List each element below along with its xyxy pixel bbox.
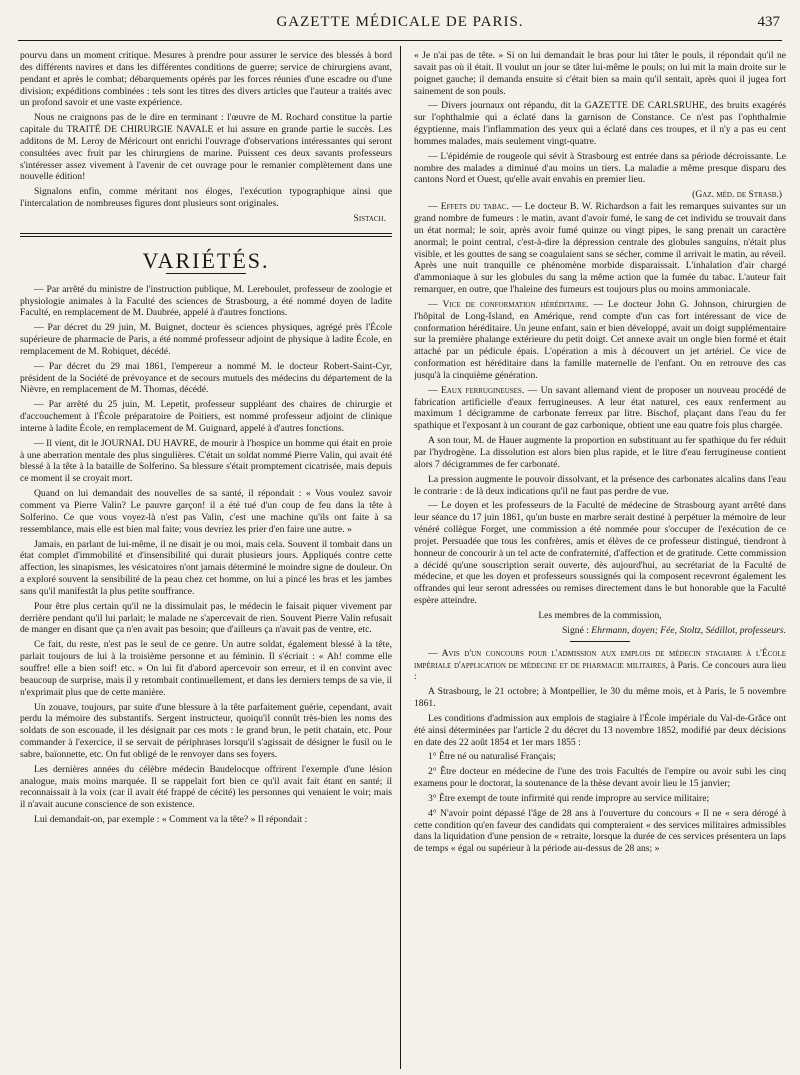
condition-item: 2° Être docteur en médecine de l'une des trois Facultés de l'empire ou avoir subi les cinq examens pour le doctorat, la soutenance de la thèse devant avoir lieu le 15 janvier; xyxy=(414,766,786,790)
article-heading: Eaux ferrugineuses. xyxy=(441,384,525,396)
news-paragraph: — Par arrêté du ministre de l'instruction publique, M. Lereboulet, professeur de zoologie et physiologie animales à la Faculté des sciences de Strasbourg, a été nommé doyen de ladite Faculté, en remplacement de M. Daubrée, appelé à d'autres fonctions. xyxy=(20,283,392,319)
news-paragraph: Les dernières années du célèbre médecin Baudelocque offrirent l'exemple d'une lésion analogue, mais moins marquée. Il se rappelait fort bien ce qu'il avait fait étant en santé; il reconnaissait à la voix (car il avait été frappé de cécité) les personnes qui venaient le voir; mais il n'avait aucune conscience de son existence. xyxy=(20,763,392,811)
news-paragraph: — Par arrêté du 25 juin, M. Lepetit, professeur suppléant des chaires de chirurgie et d'accouchement à l'École préparatoire de Poitiers, est nommé professeur adjoint de clinique interne à ladite École, en remplacement de M. Guignard, appelé à d'autres fonctions. xyxy=(20,399,392,434)
avis-heading xyxy=(414,648,786,684)
review-paragraph: Signalons enfin, comme méritant nos éloges, l'exécution typographique ainsi que l'intercalation de nombreuses figures dont plusieurs sont originales. xyxy=(20,186,392,210)
news-paragraph: — L'épidémie de rougeole qui sévit à Strasbourg est entrée dans sa période décroissante. Le nombre des malades a diminué d'au moins un tiers. La maladie a même presque disparu des cantons Nord et Ouest, qu'elle avait envahis en premier lieu. xyxy=(414,150,786,186)
news-paragraph: — Le doyen et les professeurs de la Faculté de médecine de Strasbourg ayant arrêté dans leur séance du 17 juin 1861, qu'un buste en marbre serait destiné à perpétuer la mémoire de leur vénéré collègue Forget, une commission a été nommée pour s'occuper de l'exécution de ce projet. Persuadée que tous les confrères, amis et élèves de ce professeur distingué, tiendront à honneur de concourir à un tel acte de confraternité, d'affection et de gratitude. Cette commission a décidé qu'une souscription serait ouverte, dès aujourd'hui, au secrétariat de la Faculté de médecine, et que les doyen et professeurs soussignés qui la composent recevront également les offrandes qui leur seront adressées ou remises directement dans le but honorable que la Faculté espère atteindre. xyxy=(414,500,786,607)
avis-title: — Avis d'un concours pour l'admission aux emplois de médecin stagiaire à l'École impériale d'application de médecine et de pharmacie militaires, xyxy=(414,647,786,671)
news-paragraph: La pression augmente le pouvoir dissolvant, et la présence des carbonates alcalins dans l'eau le contrarie : de là deux indications qu'il ne faut pas perdre de vue. xyxy=(414,473,786,497)
section-divider xyxy=(20,233,392,237)
signed-label: Signé : xyxy=(561,624,592,636)
page-header xyxy=(18,14,782,41)
news-paragraph-vice: — Vice de conformation héréditaire. — Le docteur John G. Johnson, chirurgien de l'hôpital de Long-Island, en Amérique, rend compte d'un cas fort intéressant de vice de conformation héréditaire. Un jeune enfant, sain et bien développé, avait un doigt supplémentaire sur la première phalange extérieure du petit doigt. Cet annexe avait un ongle bien formé et était attaché par un pédicule épais. L'opération a mis à découvert un jet artériel. Ce vice de conformation est héréditaire dans la famille maternelle de l'enfant. On en retrouve des cas jusqu'à la cinquième génération. xyxy=(414,298,786,381)
commission-line: Les membres de la commission, xyxy=(538,609,662,621)
article-heading: Effets du tabac. xyxy=(440,201,509,213)
news-paragraph: A Strasbourg, le 21 octobre; à Montpellier, le 30 du même mois, et à Paris, le 5 novembre 1861. xyxy=(414,686,786,710)
news-paragraph: A son tour, M. de Hauer augmente la proportion en substituant au fer spathique du fer réduit par l'hydrogène. La dissolution est alors bien plus rapide, et le litre d'eau ferrugineuse contient alors 7 décigrammes de fer carbonaté. xyxy=(414,435,786,470)
news-paragraph: — Par décret du 29 juin, M. Buignet, docteur ès sciences physiques, agrégé près l'École supérieure de pharmacie de Paris, a été nommé professeur adjoint de physique à ladite École, en remplacement de M. Robiquet, décédé. xyxy=(20,322,392,357)
signatories xyxy=(414,625,786,637)
condition-item: 4° N'avoir point dépassé l'âge de 28 ans à l'ouverture du concours « Il ne « sera dérogé à cette condition qu'en faveur des candidats qui compteraient « des services militaires admissibles dans la liquidation d'une pension de « retraite, lorsque la durée de ces services présentera un laps de temps « égal ou supérieur à la période au-dessus de 28 ans; » xyxy=(414,807,786,855)
condition-item: 1° Être né ou naturalisé Français; xyxy=(428,751,556,763)
review-paragraph: pourvu dans un moment critique. Mesures à prendre pour assurer le service des blessés à bord des différents navires et dans les différentes conditions de guerre; service de chirurgiens avant, pendant et après le combat; débarquements opérés par les forces réunies d'une escadre ou d'une division; expéditions combinées : tels sont les titres des divers articles que l'auteur a traités avec un profond savoir et une vaste expérience. xyxy=(20,50,392,109)
news-paragraph: Lui demandait-on, par exemple : « Comment va la tête? » Il répondait : xyxy=(34,814,308,826)
source-citation: (Gaz. méd. de Strasb.) xyxy=(692,189,782,201)
news-paragraph: Ce fait, du reste, n'est pas le seul de ce genre. Un autre soldat, également blessé à la tête, parlait toujours de lui à la troisième personne et au féminin. Il s'écriait : « Ah! comme elle souffre! elle a bien soif! etc. » On lui fit d'abord apercevoir son erreur, et il en convint avec beaucoup de surprise, mais il y retombait continuellement, et dans les derniers temps de sa vie, il n'exprimait plus que de cette manière. xyxy=(20,639,392,698)
news-paragraph-eaux: — Eaux ferrugineuses. — Un savant allemand vient de proposer un nouveau procédé de fabrication artificielle d'eaux ferrugineuses. A leur état naturel, ces eaux renferment au maximum 1 décigramme de carbonate ferreux par litre. Bischof, plaçant dans l'eau du fer spathique et l'exposant à un courant de gaz carbonique, obtient une eau quatre fois plus chargée. xyxy=(414,384,786,432)
page-number: 437 xyxy=(757,14,780,30)
article-text: — Un savant allemand vient de proposer un nouveau procédé de fabrication artificielle d'eaux ferrugineuses. A leur état naturel, ces eaux renferment au maximum 1 décigramme de carbonate ferreux par litre. Bischof, plaçant dans l'eau du fer spathique et l'exposant à un courant de gaz carbonique, obtient une eau quatre fois plus chargée. xyxy=(414,384,786,432)
section-divider xyxy=(570,641,630,642)
news-paragraph-tabac: — Effets du tabac. — Le docteur B. W. Richardson a fait les remarques suivantes sur un grand nombre de fumeurs : le matin, avant d'avoir fumé, le sang de cet individu se trouvait dans un état normal; le soir, après avoir fumé quinze ou vingt pipes, le sang prenait un caractère anormal; le point central, c'est-à-dire la dépression centrale des globules sanguins, n'était plus visible, et les gouttes de sang se coagulaient sans se sécher, comme il arrivait le matin, au réveil. Après une nuit tranquille ce phénomène morbide disparaissait. L'inhalation d'air chargé d'ammoniaque à sur les globules du sang la même action que la fumée du tabac. L'auteur fait remarquer, en outre, que l'haleine des fumeurs est toujours plus ou moins ammoniacale. xyxy=(414,201,786,296)
right-column xyxy=(414,50,786,1070)
review-paragraph: Nous ne craignons pas de le dire en terminant : l'œuvre de M. Rochard constitue la partie capitale du TRAITÉ DE CHIRURGIE NAVALE et lui assure en grande partie le succès. Les additons de M. Leroy de Méricourt ont enrichi l'ouvrage d'observations intéressantes qui seront consultées avec fruit par les chirurgiens de marine. Puissent ces deux savants professeurs s'intéresser assez vivement à l'avenir de cet ouvrage pour le remanier complètement dans une nouvelle édition! xyxy=(20,112,392,183)
news-paragraph: Pour être plus certain qu'il ne la dissimulait pas, le médecin le faisait piquer vivement par derrière pendant qu'il lui parlait; le malade ne s'apercevait de rien. Souvent Pierre Valin refusait de manger en disant que ça n'en avait pas besoin; que d'ailleurs ça n'avait pas de ventre, etc. xyxy=(20,600,392,636)
article-text: — Le docteur John G. Johnson, chirurgien de l'hôpital de Long-Island, en Amérique, rend compte d'un cas fort intéressant de vice de conformation héréditaire. Un jeune enfant, sain et bien développé, avait un doigt supplémentaire sur la première phalange extérieure du petit doigt. Cet annexe avait un ongle bien formé et était attaché par un pédicule épais. L'opération a mis à découvert un jet artériel. Ce vice de conformation est héréditaire dans la famille maternelle de l'enfant. On en retrouve des cas jusqu'à la cinquième génération. xyxy=(414,298,786,381)
article-text: — Le docteur B. W. Richardson a fait les remarques suivantes sur un grand nombre de fumeurs : le matin, avant d'avoir fumé, le sang de cet individu se trouvait dans un état normal; le soir, après avoir fumé quinze ou vingt pipes, le sang prenait un caractère anormal; le point central, c'est-à-dire la dépression centrale des globules sanguins, n'était plus visible, et les gouttes de sang se coagulaient sans se sécher, comme il arrivait le matin, au réveil. Après une nuit tranquille ce phénomène morbide disparaissait. L'inhalation d'air chargé d'ammoniaque à sur les globules du sang la même action que la fumée du tabac. L'auteur fait remarquer, en outre, que l'haleine des fumeurs est toujours plus ou moins ammoniacale. xyxy=(414,201,786,296)
news-paragraph: Les conditions d'admission aux emplois de stagiaire à l'École impériale du Val-de-Grâce ont été ainsi déterminées par l'article 2 du décret du 13 novembre 1852, modifié par deux décisions en date des 22 août 1854 et 1er mars 1855 : xyxy=(414,712,786,748)
news-paragraph: — Il vient, dit le JOURNAL DU HAVRE, de mourir à l'hospice un homme qui était en proie à une aberration mentale des plus singulières. C'était un soldat nommé Pierre Valin, qui avait été blessé à la tête à la bataille de Solferino. Sa blessure s'était promptement cicatrisée, mais depuis ce moment il se croyait mort. xyxy=(20,437,392,485)
signed-names: Ehrmann, doyen; Fée, Stoltz, Sédillot, professeurs. xyxy=(591,624,786,636)
news-paragraph: Jamais, en parlant de lui-même, il ne disait je ou moi, mais cela. Souvent il tombait dans un état complet d'immobilité et d'insensibilité qui durait plusieurs jours. Appliqués contre cette affection, les sinapismes, les vésicatoires n'ont jamais déterminé le moindre signe de douleur. On a exploré souvent la sensibilité de la peau chez cet homme, on lui a pincé les bras et les jambes sans qu'il manifestât la plus petite souffrance. xyxy=(20,538,392,597)
condition-item: 3° Être exempt de toute infirmité qui rende impropre au service militaire; xyxy=(428,792,710,804)
news-paragraph: Quand on lui demandait des nouvelles de sa santé, il répondait : « Vous voulez savoir comment va Pierre Valin? Le pauvre garçon! il a été tué d'un coup de feu dans la tête à Solferino. Ce que vous voyez-là n'est pas Valin, c'est une machine qu'ils ont faite à sa ressemblance, mais elle est bien mal faite; vous devriez les prier d'en faire une autre. » xyxy=(20,488,392,535)
review-signature: Sistach. xyxy=(353,212,386,224)
news-paragraph: — Par décret du 29 mai 1861, l'empereur a nommé M. le docteur Robert-Saint-Cyr, président de la Société de prévoyance et de secours mutuels des médecins du département de la Nièvre, en remplacement de M. Thomas, décédé. xyxy=(20,360,392,396)
journal-title: GAZETTE MÉDICALE DE PARIS. xyxy=(276,14,524,30)
news-paragraph: — Divers journaux ont répandu, dit la GAZETTE DE CARLSRUHE, des bruits exagérés sur l'ophthalmie qui a éclaté dans la garnison de Constance. Ce n'est pas l'ophthalmie égyptienne, mais l'inflammation des yeux qui a éclaté dans ces troupes, et il n'y a pas eu cent hommes malades, mais seulement vingt-quatre. xyxy=(414,100,786,147)
article-heading: Vice de conformation héréditaire. xyxy=(442,298,589,310)
left-column xyxy=(20,50,392,1070)
news-paragraph: Un zouave, toujours, par suite d'une blessure à la tête parfaitement guérie, cependant, avait perdu la mémoire des substantifs. Sergent instructeur, quoiqu'il connût très-bien les noms des soldats de son escouade, il les désignait par ces mots : le grand brun, le petit chatain, etc. Pour commander à l'exercice, il se servait de périphrases lorsqu'il s'agissait de désigner le fusil ou le sabre, baïonnette, etc. On fut obligé de le renvoyer dans ses foyers. xyxy=(20,701,392,760)
news-paragraph: « Je n'ai pas de tête. » Si on lui demandait le bras pour lui tâter le pouls, il répondait qu'il ne savait pas où il était. Il voulut un jour se tâter lui-même le pouls; on lui mit la main droite sur le poignet gauche; il demanda ensuite si c'était bien sa main qu'il sentait, après quoi il jugea fort sainement de son pouls. xyxy=(414,50,786,97)
section-title-varietes: VARIÉTÉS. xyxy=(142,247,270,273)
column-divider xyxy=(400,46,401,1069)
avis-tail: à Paris. Ce concours aura lieu : xyxy=(414,659,786,683)
